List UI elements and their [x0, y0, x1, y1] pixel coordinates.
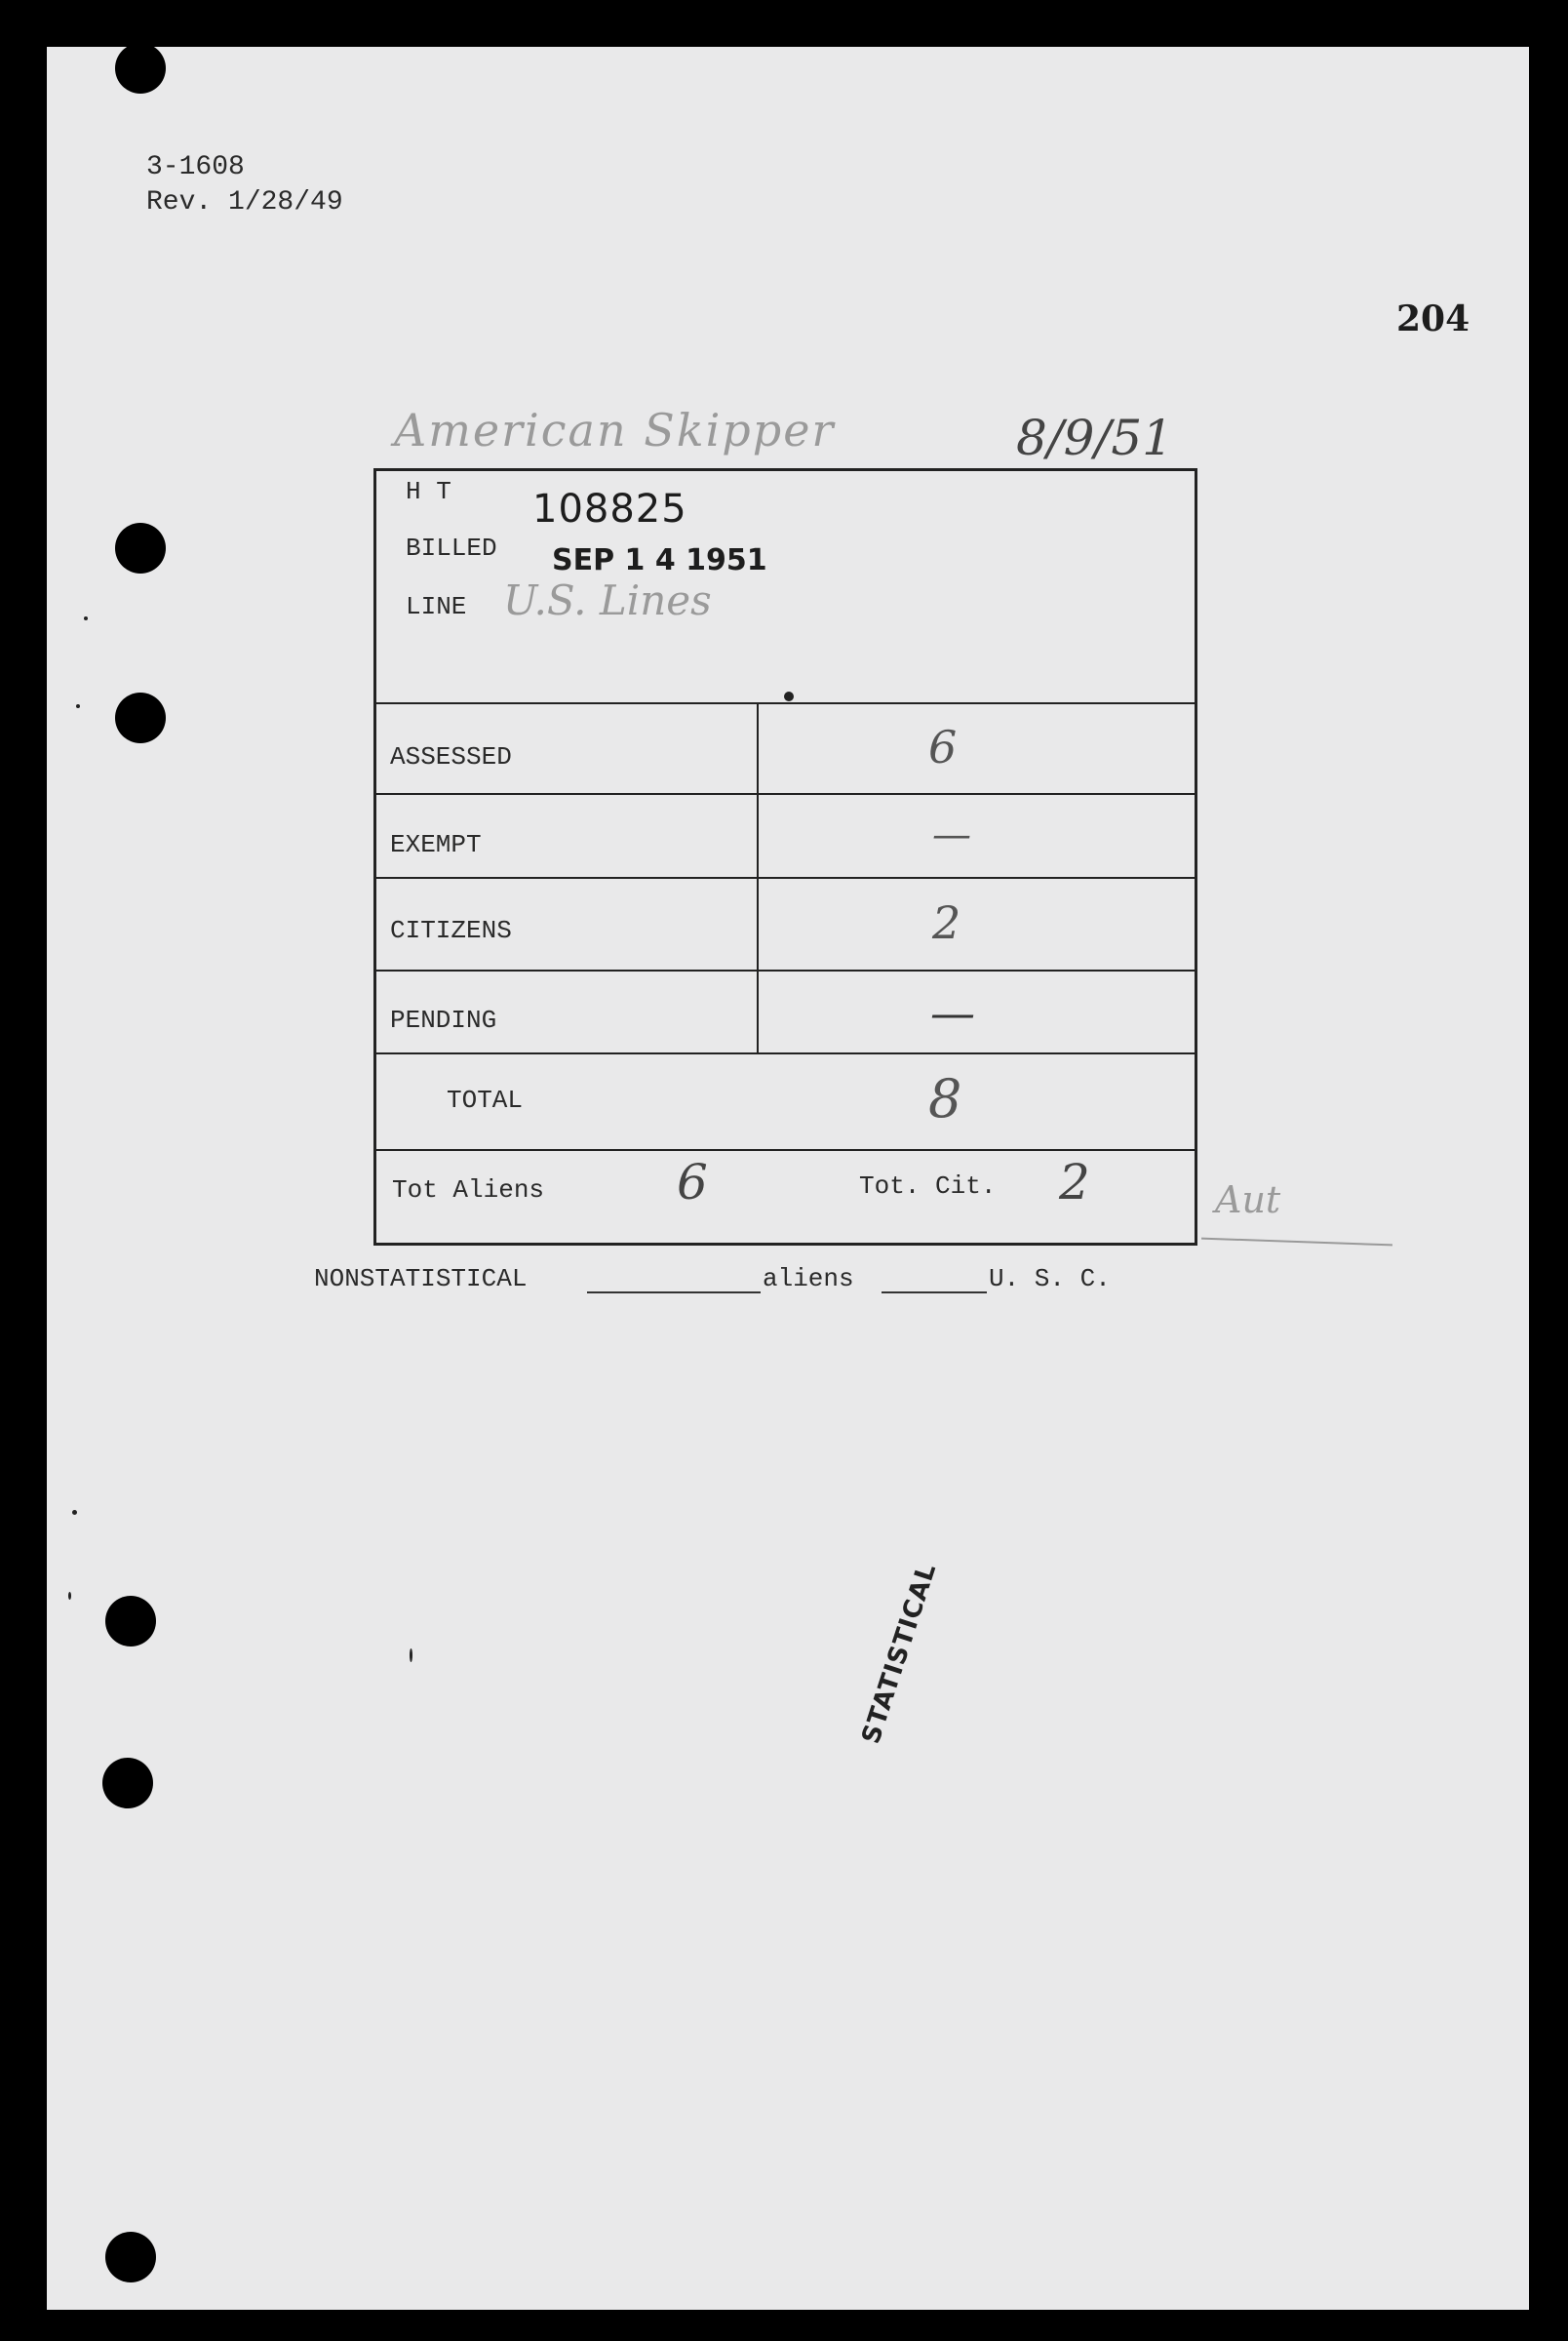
tot-aliens-value: 6	[677, 1154, 708, 1210]
ht-number: 108825	[532, 487, 687, 532]
pending-value: —	[930, 986, 975, 1039]
usc-label: U. S. C.	[989, 1264, 1111, 1293]
form-revision: Rev. 1/28/49	[146, 187, 343, 218]
assessed-value: 6	[928, 721, 958, 774]
line-label: LINE	[406, 592, 467, 621]
aliens-blank	[882, 1291, 987, 1293]
exempt-label: EXEMPT	[390, 830, 482, 859]
speck	[410, 1648, 412, 1662]
row-divider	[376, 877, 1195, 879]
speck	[784, 692, 794, 701]
nonstatistical-blank	[587, 1291, 761, 1293]
speck	[76, 704, 80, 708]
citizens-value: 2	[932, 896, 961, 949]
form-table	[373, 468, 1197, 1246]
assessed-label: ASSESSED	[390, 742, 512, 772]
exempt-value: —	[932, 813, 971, 857]
pending-label: PENDING	[390, 1006, 497, 1035]
punch-hole	[115, 523, 166, 574]
citizens-label: CITIZENS	[390, 916, 512, 945]
punch-hole	[115, 693, 166, 743]
billed-date-stamp: SEP 1 4 1951	[552, 543, 767, 577]
column-divider	[757, 704, 759, 1052]
aliens-label: aliens	[763, 1264, 854, 1293]
row-divider	[376, 702, 1195, 704]
speck	[72, 1510, 77, 1515]
total-label: TOTAL	[447, 1086, 524, 1115]
form-number: 3-1608	[146, 152, 245, 182]
row-divider	[376, 1052, 1195, 1054]
punch-hole	[115, 43, 166, 94]
tot-cit-value: 2	[1059, 1154, 1090, 1210]
page-number: 204	[1396, 298, 1470, 339]
ht-label: H T	[406, 477, 451, 506]
speck	[84, 616, 88, 620]
handwritten-initials: Aut	[1215, 1178, 1281, 1221]
handwritten-line-value: U.S. Lines	[503, 576, 712, 624]
tot-aliens-label: Tot Aliens	[392, 1175, 545, 1205]
billed-label: BILLED	[406, 534, 497, 563]
tot-cit-label: Tot. Cit.	[859, 1171, 997, 1201]
punch-hole	[105, 2232, 156, 2282]
speck	[68, 1592, 71, 1600]
total-value: 8	[928, 1068, 962, 1130]
statistical-stamp: STATISTICAL	[856, 1559, 943, 1748]
row-divider	[376, 1149, 1195, 1151]
punch-hole	[102, 1758, 153, 1808]
handwritten-date: 8/9/51	[1016, 410, 1173, 466]
punch-hole	[105, 1596, 156, 1647]
row-divider	[376, 793, 1195, 795]
nonstatistical-label: NONSTATISTICAL	[314, 1264, 528, 1293]
handwritten-ship-name: American Skipper	[394, 404, 836, 456]
row-divider	[376, 970, 1195, 972]
